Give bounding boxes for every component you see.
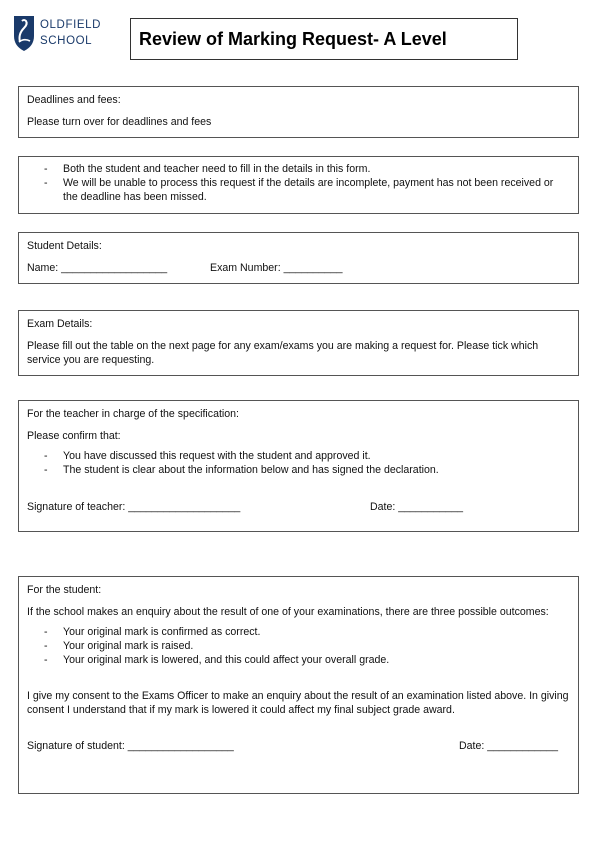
teacher-heading: For the teacher in charge of the specification: (27, 408, 239, 420)
student-heading: For the student: (27, 584, 102, 596)
teacher-section (18, 400, 579, 532)
teacher-signature-row (27, 500, 570, 514)
list-item: - You have discussed this request with the student and approved it. (27, 449, 570, 463)
student-details-fields (27, 261, 570, 275)
list-item: - Your original mark is confirmed as correct. (27, 625, 570, 639)
title-box (130, 18, 518, 60)
consent-text: I give my consent to the Exams Officer to make an enquiry about the result of an examination listed above. In giving consent I understand that if my mark is lowered it could affect my final subject grade award. (27, 690, 569, 716)
swan-crest-icon (12, 14, 36, 52)
student-details-section (18, 232, 579, 284)
list-item: - Your original mark is raised. (27, 639, 570, 653)
teacher-confirm-text: Please confirm that: (27, 430, 121, 442)
page-title: Review of Marking Request- A Level (139, 28, 447, 49)
logo-line-1: OLDFIELD (40, 19, 102, 31)
exam-details-text: Please fill out the table on the next page for any exam/exams you are making a request for. Please tick which service you are requesting. (27, 340, 539, 366)
logo-line-2: SCHOOL (40, 35, 93, 47)
student-section (18, 576, 579, 794)
deadlines-text: Please turn over for deadlines and fees (27, 116, 212, 128)
list-item: - The student is clear about the information below and has signed the declaration. (27, 463, 570, 477)
notes-section (18, 156, 579, 214)
student-date-field[interactable]: Date: ____________ (459, 740, 558, 752)
exam-details-heading: Exam Details: (27, 318, 93, 330)
student-intro-text: If the school makes an enquiry about the result of one of your examinations, there are three possible outcomes: (27, 606, 549, 618)
exam-number-field[interactable]: Exam Number: __________ (210, 262, 343, 274)
logo-text (40, 17, 101, 49)
teacher-signature-field[interactable]: Signature of teacher: ___________________ (27, 501, 241, 513)
list-item: - We will be unable to process this request if the details are incomplete, payment has not been received or the deadline has been missed. (27, 176, 570, 204)
teacher-date-field[interactable]: Date: ___________ (370, 501, 464, 513)
notes-list (27, 162, 570, 204)
student-signature-row (27, 739, 570, 753)
list-item: - Your original mark is lowered, and this could affect your overall grade. (27, 653, 570, 667)
deadlines-heading: Deadlines and fees: (27, 94, 121, 106)
school-logo (12, 14, 122, 58)
name-field[interactable]: Name: __________________ (27, 262, 168, 274)
teacher-confirm-list (27, 449, 570, 477)
exam-details-section (18, 310, 579, 376)
outcomes-list (27, 625, 570, 667)
student-details-heading: Student Details: (27, 240, 102, 252)
deadlines-section (18, 86, 579, 138)
list-item: - Both the student and teacher need to fill in the details in this form. (27, 162, 570, 176)
student-signature-field[interactable]: Signature of student: __________________ (27, 740, 234, 752)
